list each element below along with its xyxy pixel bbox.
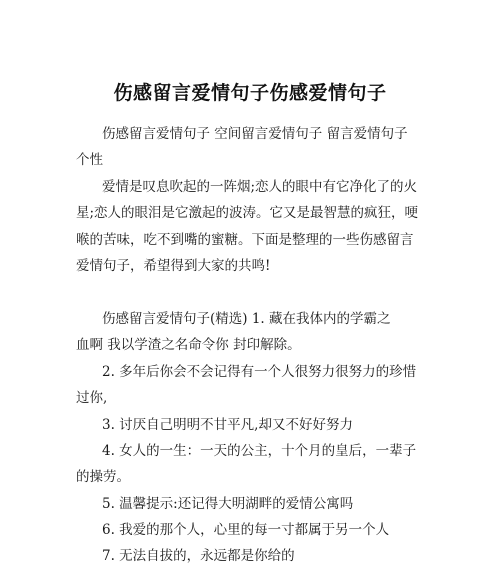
paragraph-line: 伤感留言爱情句子 空间留言爱情句子 留言爱情句子 [102,126,408,142]
list-item-line: 3. 讨厌自己明明不甘平凡,却又不好好努力 [102,417,353,433]
list-item-line: 的操劳。 [76,469,130,485]
paragraph-line: 爱情是叹息吹起的一阵烟;恋人的眼中有它净化了的火 [102,179,418,195]
list-item-line: 5. 温馨提示:还记得大明湖畔的爱情公寓吗 [102,496,354,512]
paragraph-line: 个性 [76,152,103,168]
paragraph-line: 爱情句子，希望得到大家的共鸣! [76,258,271,274]
paragraph-line: 伤感留言爱情句子(精选) 1. 藏在我体内的学霸之 [102,311,391,327]
list-item-line: 4. 女人的一生：一天的公主，十个月的皇后，一辈子 [102,443,417,459]
document-title: 伤感留言爱情句子伤感爱情句子 [113,82,387,104]
paragraph-line: 星;恋人的眼泪是它激起的波涛。它又是最智慧的疯狂，哽 [76,205,419,221]
list-item-line: 7. 无法自拔的，永远都是你给的 [102,548,295,564]
list-item-line: 6. 我爱的那个人，心里的每一寸都属于另一个人 [102,522,390,538]
paragraph-line: 喉的苦味，吃不到嘴的蜜糖。下面是整理的一些伤感留言 [76,232,414,248]
list-item-line: 2. 多年后你会不会记得有一个人很努力很努力的珍惜 [102,364,417,380]
paragraph-line: 血啊 我以学渣之名命令你 封印解除。 [76,337,301,353]
list-item-line: 过你, [76,390,108,406]
